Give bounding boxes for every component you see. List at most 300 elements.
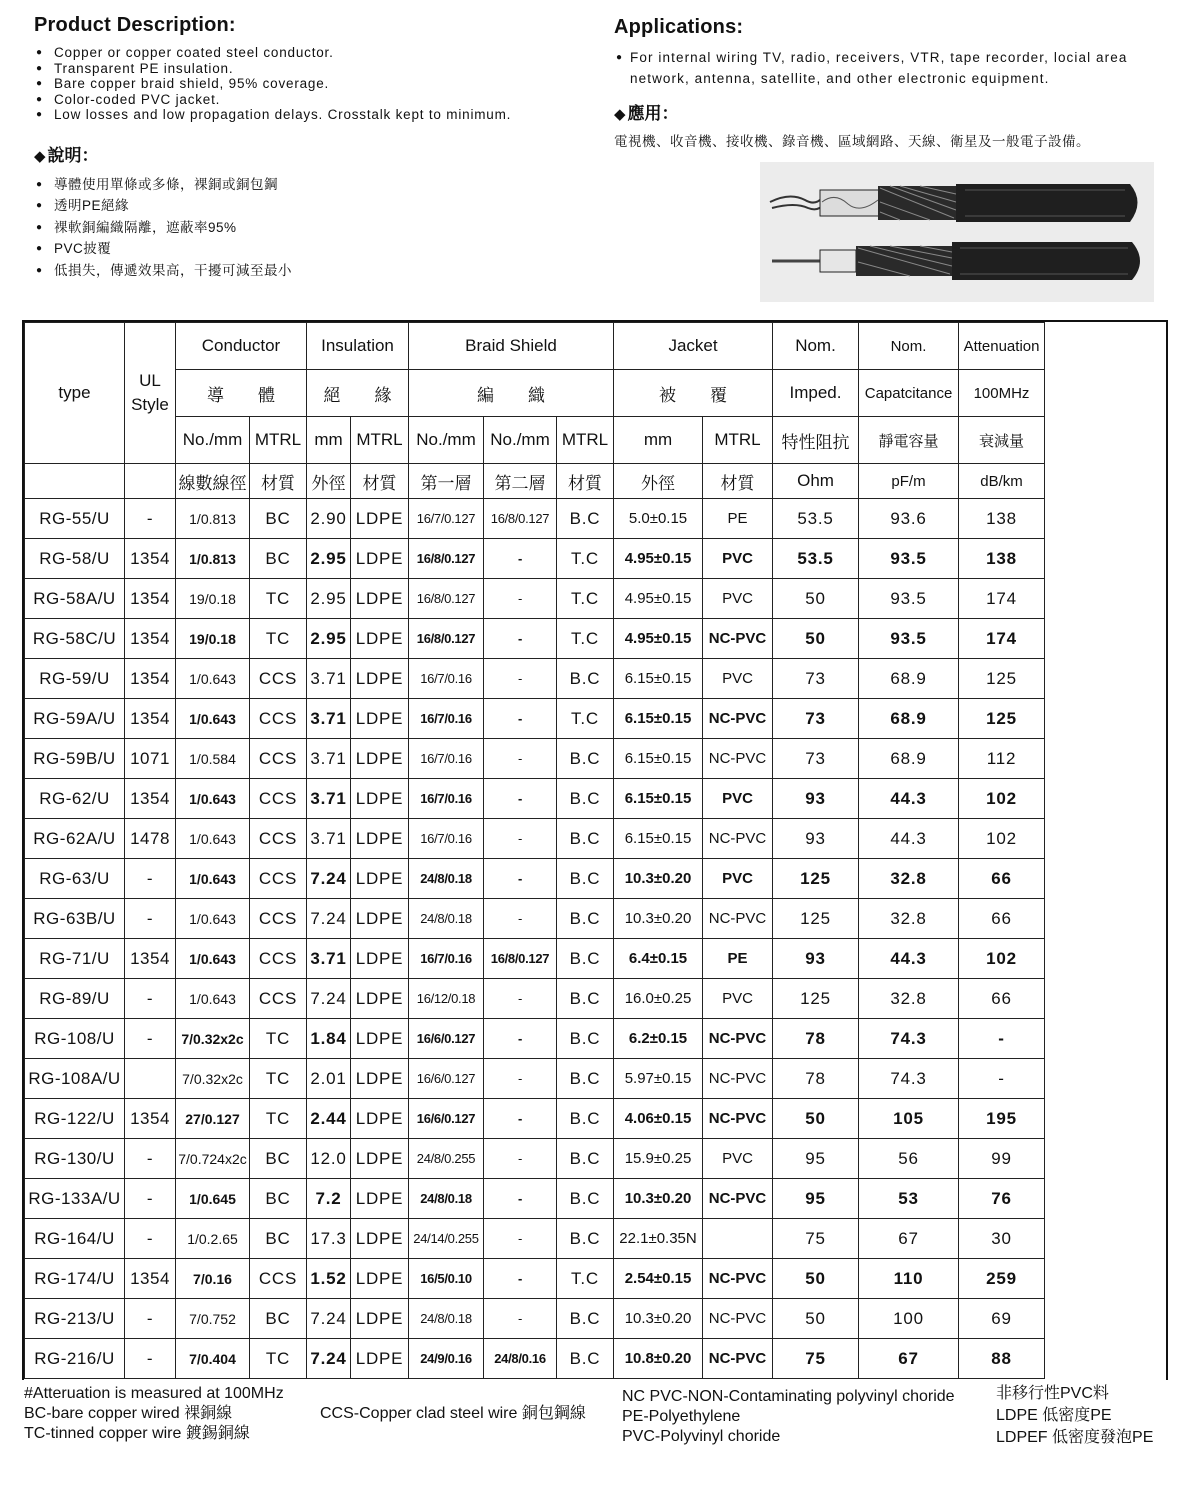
cell-b2: 16/8/0.127 (484, 499, 557, 539)
cell-imat: LDPE (351, 899, 409, 939)
cell-ins: 17.3 (307, 1219, 351, 1259)
header-b-no2-zh: 第二層 (484, 464, 557, 499)
cell-imp: 93 (773, 819, 859, 859)
cell-jmm: 5.97±0.15 (614, 1059, 703, 1099)
cell-type: RG-58A/U (25, 579, 125, 619)
cell-b2: 24/8/0.16 (484, 1339, 557, 1379)
cell-imat: LDPE (351, 579, 409, 619)
cell-att: 66 (959, 899, 1045, 939)
cell-ul: - (125, 899, 176, 939)
cell-imat: LDPE (351, 1259, 409, 1299)
cell-bmat: B.C (557, 1339, 614, 1379)
table-row (25, 1299, 1045, 1339)
cell-att: 174 (959, 619, 1045, 659)
cell-cond: 1/0.584 (176, 739, 250, 779)
table-row (25, 499, 1045, 539)
cell-cap: 100 (859, 1299, 959, 1339)
cell-jmat: NC-PVC (703, 819, 773, 859)
cell-att: 66 (959, 859, 1045, 899)
cell-type: RG-63/U (25, 859, 125, 899)
cell-type: RG-133A/U (25, 1179, 125, 1219)
cell-ul: 1354 (125, 779, 176, 819)
table-row (25, 579, 1045, 619)
cell-bmat: B.C (557, 939, 614, 979)
header-b-mtrl: MTRL (557, 417, 614, 464)
cell-cond: 1/0.643 (176, 979, 250, 1019)
header-j-mtrl-zh: 材質 (703, 464, 773, 499)
cell-b1: 16/7/0.16 (409, 819, 484, 859)
table-row (25, 899, 1045, 939)
cell-type: RG-62/U (25, 779, 125, 819)
cell-att: - (959, 1019, 1045, 1059)
cell-bmat: T.C (557, 619, 614, 659)
cell-cond: 19/0.18 (176, 619, 250, 659)
cell-ul: 1354 (125, 659, 176, 699)
cell-cond: 7/0.16 (176, 1259, 250, 1299)
cell-cond: 1/0.643 (176, 939, 250, 979)
cell-bmat: B.C (557, 819, 614, 859)
footer-pe: PE-Polyethylene (622, 1408, 741, 1425)
cell-b2: - (484, 979, 557, 1019)
cell-jmm: 6.4±0.15 (614, 939, 703, 979)
cell-b1: 24/14/0.255 (409, 1219, 484, 1259)
cell-att: 76 (959, 1179, 1045, 1219)
description-heading: Product Description: (34, 14, 236, 36)
description-zh-heading-text: 說明： (47, 145, 99, 165)
cell-imat: LDPE (351, 499, 409, 539)
cell-jmat: NC-PVC (703, 1099, 773, 1139)
cell-b1: 16/7/0.16 (409, 739, 484, 779)
cell-ins: 2.95 (307, 619, 351, 659)
header-att-1: Attenuation (959, 323, 1045, 370)
cell-cond: 1/0.643 (176, 779, 250, 819)
cell-b1: 16/8/0.127 (409, 619, 484, 659)
cell-cap: 93.5 (859, 579, 959, 619)
cell-ul: - (125, 499, 176, 539)
list-item: ● Copper or copper coated steel conductor. (34, 45, 594, 61)
cell-cmat: CCS (250, 899, 307, 939)
table-row (25, 1059, 1045, 1099)
cell-jmm: 15.9±0.25 (614, 1139, 703, 1179)
footer-bc: BC-bare copper wired 裸銅線 (24, 1405, 233, 1422)
cell-cmat: CCS (250, 819, 307, 859)
table-row (25, 819, 1045, 859)
cell-bmat: B.C (557, 899, 614, 939)
cell-b2: - (484, 619, 557, 659)
cell-jmm: 4.06±0.15 (614, 1099, 703, 1139)
description-zh-list (34, 174, 594, 282)
cell-cap: 44.3 (859, 939, 959, 979)
cell-cond: 7/0.32x2c (176, 1019, 250, 1059)
cell-b2: - (484, 1259, 557, 1299)
cell-ul: 1071 (125, 739, 176, 779)
cell-type: RG-108/U (25, 1019, 125, 1059)
cell-cap: 74.3 (859, 1019, 959, 1059)
applications-zh-text: 電視機、收音機、接收機、錄音機、區域網路、天線、衛星及一般電子設備。 (614, 134, 1090, 149)
cell-cap: 56 (859, 1139, 959, 1179)
header-cap-2: Capatcitance (859, 370, 959, 417)
cell-imp: 78 (773, 1019, 859, 1059)
cell-jmm: 22.1±0.35N (614, 1219, 703, 1259)
cell-imp: 93 (773, 779, 859, 819)
cell-bmat: B.C (557, 1059, 614, 1099)
cell-cap: 32.8 (859, 899, 959, 939)
cell-jmm: 6.15±0.15 (614, 779, 703, 819)
cell-jmm: 10.3±0.20 (614, 1179, 703, 1219)
diamond-icon: ◆ (614, 106, 626, 123)
cell-jmat: NC-PVC (703, 1299, 773, 1339)
table-row (25, 1099, 1045, 1139)
cell-jmat: PVC (703, 659, 773, 699)
cell-ul: - (125, 1339, 176, 1379)
cell-cond: 19/0.18 (176, 579, 250, 619)
cell-b2: - (484, 819, 557, 859)
footer-pvc: PVC-Polyvinyl choride (622, 1428, 781, 1445)
cell-b1: 16/7/0.16 (409, 699, 484, 739)
cell-ins: 7.24 (307, 859, 351, 899)
cell-b1: 24/8/0.18 (409, 1299, 484, 1339)
cell-jmat: NC-PVC (703, 899, 773, 939)
cell-cmat: CCS (250, 699, 307, 739)
footer-ncpvc-zh: 非移行性PVC料 (996, 1385, 1109, 1402)
cell-ins: 1.52 (307, 1259, 351, 1299)
list-item: ● 裸軟銅編織隔離，遮蔽率95% (34, 217, 594, 239)
header-jacket-zh: 被 覆 (614, 370, 773, 417)
header-cap-zh: 靜電容量 (859, 417, 959, 464)
cell-jmm: 10.8±0.20 (614, 1339, 703, 1379)
cell-b2: - (484, 659, 557, 699)
cell-b1: 24/8/0.18 (409, 859, 484, 899)
cell-att: 259 (959, 1259, 1045, 1299)
cell-imat: LDPE (351, 1299, 409, 1339)
cell-b1: 16/7/0.127 (409, 499, 484, 539)
cell-cmat: CCS (250, 1259, 307, 1299)
cell-imat: LDPE (351, 619, 409, 659)
header-conductor: Conductor (176, 323, 307, 370)
header-b-no2: No./mm (484, 417, 557, 464)
cell-att: 69 (959, 1299, 1045, 1339)
cell-bmat: B.C (557, 1099, 614, 1139)
cell-jmat: PVC (703, 1139, 773, 1179)
product-description (34, 14, 594, 281)
header-i-mtrl: MTRL (351, 417, 409, 464)
header-imped-unit: Ohm (773, 464, 859, 499)
header-ul-style: UL Style (125, 323, 176, 464)
cell-cmat: CCS (250, 779, 307, 819)
applications-zh-heading-text: 應用： (627, 104, 679, 123)
cell-jmat: NC-PVC (703, 619, 773, 659)
cell-b2: - (484, 539, 557, 579)
header-type: type (25, 323, 125, 464)
cell-bmat: T.C (557, 579, 614, 619)
cell-imp: 53.5 (773, 499, 859, 539)
cell-imp: 50 (773, 579, 859, 619)
footer-legend (24, 1384, 1174, 1479)
cell-b2: - (484, 1299, 557, 1339)
cell-imp: 95 (773, 1139, 859, 1179)
cell-imat: LDPE (351, 739, 409, 779)
cell-bmat: B.C (557, 499, 614, 539)
footer-ldpe: LDPE 低密度PE (996, 1407, 1112, 1424)
cell-ul: 1354 (125, 1259, 176, 1299)
cell-cmat: CCS (250, 979, 307, 1019)
header-b-mtrl-zh: 材質 (557, 464, 614, 499)
header-att-2: 100MHz (959, 370, 1045, 417)
cell-cmat: TC (250, 1019, 307, 1059)
cell-ul: 1354 (125, 619, 176, 659)
cell-type: RG-63B/U (25, 899, 125, 939)
header-braid-zh: 編 織 (409, 370, 614, 417)
cell-att: - (959, 1059, 1045, 1099)
footer-ccs: CCS-Copper clad steel wire 銅包鋼線 (320, 1405, 586, 1422)
cell-cmat: TC (250, 1339, 307, 1379)
cell-cond: 7/0.724x2c (176, 1139, 250, 1179)
cell-imp: 125 (773, 859, 859, 899)
cell-cond: 7/0.32x2c (176, 1059, 250, 1099)
cell-b2: - (484, 859, 557, 899)
cell-ins: 7.24 (307, 1299, 351, 1339)
cell-cmat: CCS (250, 659, 307, 699)
cell-ins: 3.71 (307, 739, 351, 779)
cell-cap: 93.6 (859, 499, 959, 539)
cell-cap: 32.8 (859, 979, 959, 1019)
cell-att: 174 (959, 579, 1045, 619)
cell-jmm: 4.95±0.15 (614, 539, 703, 579)
cell-jmm: 4.95±0.15 (614, 579, 703, 619)
applications-zh-heading (614, 99, 1174, 124)
cell-cap: 110 (859, 1259, 959, 1299)
cell-ins: 7.24 (307, 979, 351, 1019)
cell-ul: - (125, 1299, 176, 1339)
list-item: ● Low losses and low propagation delays. Crosstalk kept to minimum. (34, 107, 594, 123)
cell-ul: - (125, 1019, 176, 1059)
cell-cmat: TC (250, 1099, 307, 1139)
cell-jmat (703, 1219, 773, 1259)
cell-jmat: PVC (703, 579, 773, 619)
cell-att: 112 (959, 739, 1045, 779)
table-row (25, 779, 1045, 819)
cell-b1: 24/8/0.255 (409, 1139, 484, 1179)
cell-imat: LDPE (351, 819, 409, 859)
cell-jmm: 6.2±0.15 (614, 1019, 703, 1059)
cell-jmat: NC-PVC (703, 1339, 773, 1379)
cell-imat: LDPE (351, 779, 409, 819)
cell-jmat: PE (703, 939, 773, 979)
cell-type: RG-108A/U (25, 1059, 125, 1099)
cell-cmat: CCS (250, 859, 307, 899)
table-row (25, 539, 1045, 579)
cell-b2: - (484, 1179, 557, 1219)
cell-jmat: PVC (703, 539, 773, 579)
header-i-mtrl-zh: 材質 (351, 464, 409, 499)
table-row (25, 1219, 1045, 1259)
cell-cap: 53 (859, 1179, 959, 1219)
cell-type: RG-59A/U (25, 699, 125, 739)
cell-type: RG-130/U (25, 1139, 125, 1179)
cell-b2: - (484, 1219, 557, 1259)
cell-jmm: 6.15±0.15 (614, 659, 703, 699)
cell-ul: - (125, 1179, 176, 1219)
cell-jmm: 10.3±0.20 (614, 899, 703, 939)
cell-ins: 3.71 (307, 779, 351, 819)
cell-ins: 2.44 (307, 1099, 351, 1139)
cell-jmat: PVC (703, 779, 773, 819)
cell-jmat: NC-PVC (703, 739, 773, 779)
header-conductor-zh: 導 體 (176, 370, 307, 417)
applications-text: ● For internal wiring TV, radio, receivers, VTR, tape recorder, locial area network, antenna, satellite, and other electronic equipment. (614, 47, 1174, 89)
cell-imp: 125 (773, 899, 859, 939)
cell-cap: 32.8 (859, 859, 959, 899)
cell-imp: 75 (773, 1219, 859, 1259)
header-j-mtrl: MTRL (703, 417, 773, 464)
cell-bmat: B.C (557, 659, 614, 699)
applications-heading: Applications: (614, 16, 744, 38)
cell-jmm: 10.3±0.20 (614, 1299, 703, 1339)
header-imped-1: Nom. (773, 323, 859, 370)
cell-cond: 27/0.127 (176, 1099, 250, 1139)
cell-ins: 2.01 (307, 1059, 351, 1099)
cell-ul: 1354 (125, 1099, 176, 1139)
header-j-mm-zh: 外徑 (614, 464, 703, 499)
cell-imp: 95 (773, 1179, 859, 1219)
list-item: ● 低損失，傳遞效果高，干擾可減至最小 (34, 260, 594, 282)
cell-cmat: TC (250, 579, 307, 619)
header-insulation-zh: 絕 緣 (307, 370, 409, 417)
cell-bmat: B.C (557, 779, 614, 819)
cell-imp: 78 (773, 1059, 859, 1099)
cell-jmm: 4.95±0.15 (614, 619, 703, 659)
cell-imp: 93 (773, 939, 859, 979)
header-j-mm: mm (614, 417, 703, 464)
cell-cmat: BC (250, 1179, 307, 1219)
cell-imp: 125 (773, 979, 859, 1019)
table-row (25, 1179, 1045, 1219)
table-row (25, 739, 1045, 779)
cell-type: RG-59/U (25, 659, 125, 699)
cell-ins: 2.95 (307, 539, 351, 579)
cell-type: RG-58C/U (25, 619, 125, 659)
cell-cond: 1/0.643 (176, 819, 250, 859)
header-insulation: Insulation (307, 323, 409, 370)
cell-bmat: T.C (557, 1259, 614, 1299)
header-i-mm: mm (307, 417, 351, 464)
cell-imat: LDPE (351, 659, 409, 699)
cell-imp: 50 (773, 1299, 859, 1339)
cell-ins: 7.24 (307, 899, 351, 939)
cell-jmat: NC-PVC (703, 1019, 773, 1059)
cell-imp: 50 (773, 619, 859, 659)
cell-cond: 1/0.643 (176, 899, 250, 939)
cell-ins: 3.71 (307, 939, 351, 979)
applications (614, 16, 1174, 150)
cell-ul: 1354 (125, 699, 176, 739)
cell-b2: - (484, 1099, 557, 1139)
cell-cmat: BC (250, 539, 307, 579)
cell-ul: 1354 (125, 579, 176, 619)
cell-ins: 2.90 (307, 499, 351, 539)
cell-ul: - (125, 859, 176, 899)
cell-cond: 1/0.643 (176, 859, 250, 899)
cell-cap: 93.5 (859, 619, 959, 659)
cell-jmm: 5.0±0.15 (614, 499, 703, 539)
cell-bmat: B.C (557, 859, 614, 899)
header-att-unit: dB/km (959, 464, 1045, 499)
cell-ins: 7.24 (307, 1339, 351, 1379)
description-zh-heading (34, 141, 594, 166)
cell-jmm: 2.54±0.15 (614, 1259, 703, 1299)
cell-b2: - (484, 699, 557, 739)
cell-cmat: TC (250, 619, 307, 659)
cell-ins: 3.71 (307, 819, 351, 859)
cell-imat: LDPE (351, 699, 409, 739)
cell-cmat: CCS (250, 739, 307, 779)
header-braid: Braid Shield (409, 323, 614, 370)
list-item: ● Bare copper braid shield, 95% coverage. (34, 76, 594, 92)
cell-b1: 16/12/0.18 (409, 979, 484, 1019)
header-i-mm-zh: 外徑 (307, 464, 351, 499)
table-row (25, 1339, 1045, 1379)
cell-att: 195 (959, 1099, 1045, 1139)
cell-bmat: B.C (557, 739, 614, 779)
cell-cap: 68.9 (859, 699, 959, 739)
cell-ul: - (125, 979, 176, 1019)
cell-cond: 1/0.645 (176, 1179, 250, 1219)
cell-imat: LDPE (351, 1139, 409, 1179)
cell-cap: 105 (859, 1099, 959, 1139)
cell-cond: 1/0.2.65 (176, 1219, 250, 1259)
cell-type: RG-59B/U (25, 739, 125, 779)
cell-b1: 24/8/0.18 (409, 1179, 484, 1219)
footer-tc: TC-tinned copper wire 鍍錫銅線 (24, 1425, 250, 1442)
cell-att: 138 (959, 499, 1045, 539)
cell-b2: - (484, 1139, 557, 1179)
cell-cond: 1/0.813 (176, 499, 250, 539)
table-body (25, 499, 1045, 1379)
header-jacket: Jacket (614, 323, 773, 370)
cell-imat: LDPE (351, 939, 409, 979)
cell-imp: 73 (773, 739, 859, 779)
cell-att: 99 (959, 1139, 1045, 1179)
header-b-no1: No./mm (409, 417, 484, 464)
cell-ins: 7.2 (307, 1179, 351, 1219)
cable-spec-table (22, 320, 1168, 1380)
cell-ins: 3.71 (307, 699, 351, 739)
cell-imp: 50 (773, 1099, 859, 1139)
cell-imp: 75 (773, 1339, 859, 1379)
cell-bmat: B.C (557, 1299, 614, 1339)
cell-ul: 1354 (125, 939, 176, 979)
cell-cap: 68.9 (859, 739, 959, 779)
description-list (34, 45, 594, 123)
cell-type: RG-216/U (25, 1339, 125, 1379)
cell-b1: 16/7/0.16 (409, 779, 484, 819)
list-item: ● Color-coded PVC jacket. (34, 92, 594, 108)
cell-jmm: 16.0±0.25 (614, 979, 703, 1019)
cell-ins: 1.84 (307, 1019, 351, 1059)
cell-bmat: B.C (557, 1219, 614, 1259)
table-row (25, 1139, 1045, 1179)
cell-type: RG-122/U (25, 1099, 125, 1139)
list-item: ● Transparent PE insulation. (34, 61, 594, 77)
cell-b2: - (484, 1059, 557, 1099)
cell-imat: LDPE (351, 539, 409, 579)
table-row (25, 979, 1045, 1019)
cell-ins: 12.0 (307, 1139, 351, 1179)
cell-b1: 16/5/0.10 (409, 1259, 484, 1299)
footer-note: #Atteruation is measured at 100MHz (24, 1385, 284, 1402)
cell-type: RG-58/U (25, 539, 125, 579)
cable-illustration (760, 162, 1154, 302)
